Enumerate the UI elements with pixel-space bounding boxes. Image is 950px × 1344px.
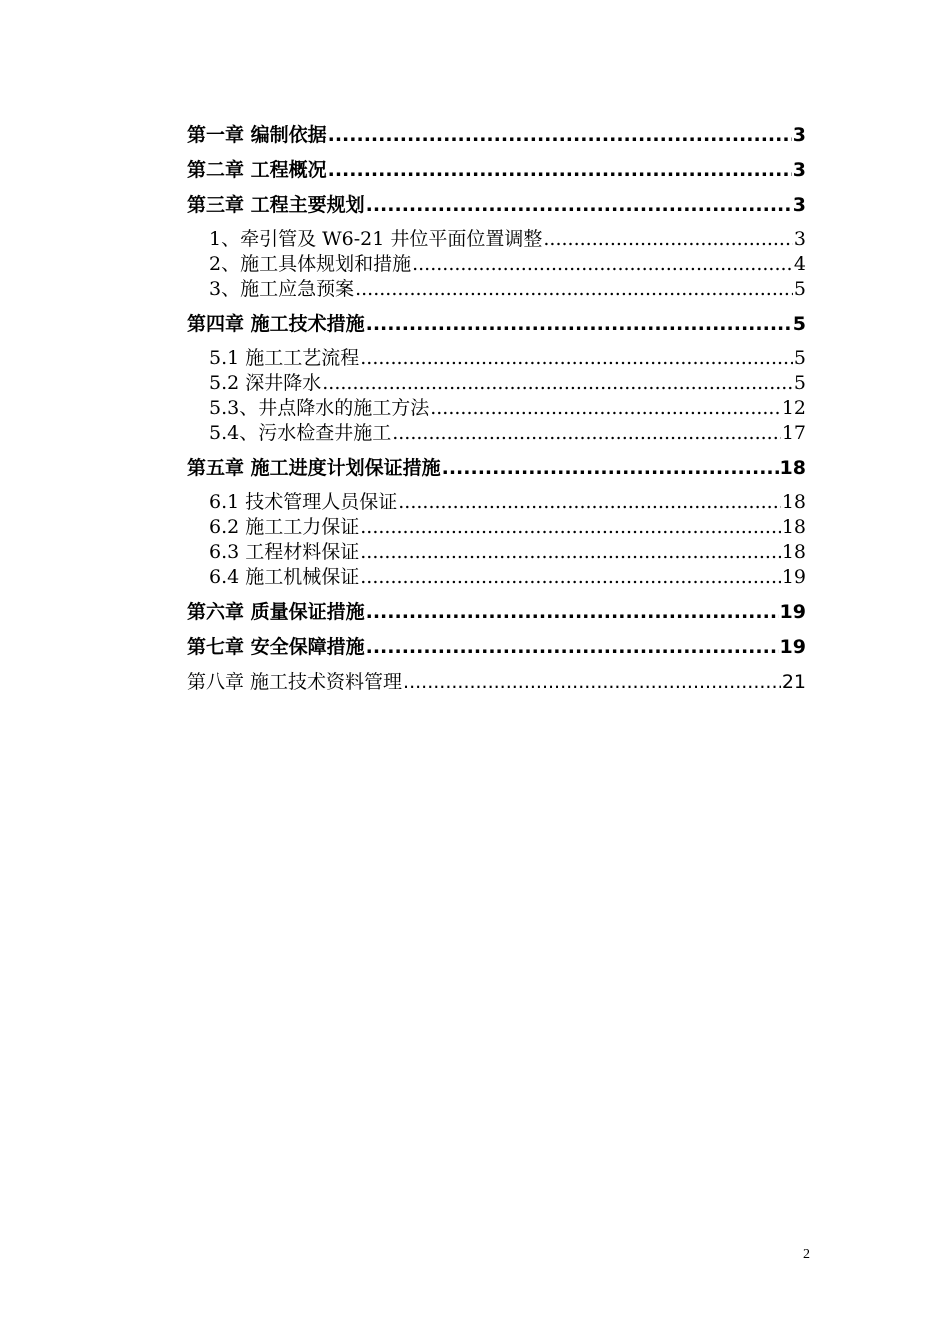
toc-entry-page: 3 (792, 159, 806, 181)
toc-entry-chapter-8[interactable] (187, 669, 806, 695)
toc-entry-section[interactable] (187, 421, 806, 446)
toc-entry-page: 5 (792, 313, 806, 335)
toc-leader-dots (360, 346, 793, 371)
toc-entry-title: 第六章 质量保证措施 (187, 601, 365, 623)
toc-entry-page: 19 (779, 601, 806, 623)
toc-group-chapter-5 (187, 490, 806, 590)
toc-entry-section[interactable] (187, 346, 806, 371)
toc-entry-title: 6.2 施工工力保证 (209, 516, 360, 538)
toc-group-chapter-3 (187, 227, 806, 302)
toc-entry-title: 3、施工应急预案 (209, 278, 355, 300)
toc-leader-dots (543, 227, 793, 252)
toc-entry-chapter-4[interactable] (187, 311, 806, 337)
toc-entry-title: 5.1 施工工艺流程 (209, 347, 360, 369)
toc-leader-dots (403, 669, 781, 695)
toc-entry-title: 第五章 施工进度计划保证措施 (187, 457, 441, 479)
toc-entry-section[interactable] (187, 227, 806, 252)
toc-leader-dots (328, 157, 792, 183)
toc-leader-dots (392, 421, 781, 446)
toc-entry-title: 第八章 施工技术资料管理 (187, 671, 403, 693)
toc-group-chapter-4 (187, 346, 806, 446)
toc-leader-dots (360, 565, 781, 590)
toc-leader-dots (360, 540, 781, 565)
toc-entry-page: 5 (793, 372, 806, 394)
toc-leader-dots (360, 515, 781, 540)
toc-entry-page: 17 (781, 422, 806, 444)
toc-entry-page: 18 (781, 516, 806, 538)
toc-entry-page: 19 (779, 636, 806, 658)
toc-entry-section[interactable] (187, 540, 806, 565)
toc-entry-page: 3 (792, 194, 806, 216)
toc-leader-dots (430, 396, 781, 421)
toc-entry-chapter-6[interactable] (187, 599, 806, 625)
toc-entry-page: 18 (781, 491, 806, 513)
toc-leader-dots (322, 371, 793, 396)
toc-leader-dots (366, 192, 792, 218)
toc-entry-title: 第四章 施工技术措施 (187, 313, 365, 335)
toc-entry-title: 5.2 深井降水 (209, 372, 322, 394)
toc-entry-section[interactable] (187, 396, 806, 421)
toc-entry-page: 21 (781, 671, 806, 693)
toc-entry-page: 18 (781, 541, 806, 563)
toc-entry-page: 19 (781, 566, 806, 588)
toc-leader-dots (412, 252, 793, 277)
toc-leader-dots (366, 599, 779, 625)
toc-entry-title: 6.4 施工机械保证 (209, 566, 360, 588)
toc-entry-section[interactable] (187, 252, 806, 277)
toc-entry-title: 5.3、井点降水的施工方法 (209, 397, 430, 419)
toc-leader-dots (355, 277, 793, 302)
toc-leader-dots (398, 490, 781, 515)
toc-entry-section[interactable] (187, 515, 806, 540)
toc-entry-title: 1、牵引管及 W6-21 井位平面位置调整 (209, 228, 543, 250)
toc-entry-chapter-1[interactable] (187, 122, 806, 148)
toc-leader-dots (366, 311, 792, 337)
page-number: 2 (803, 1247, 810, 1262)
toc-leader-dots (328, 122, 792, 148)
toc-entry-page: 18 (779, 457, 806, 479)
toc-entry-title: 第一章 编制依据 (187, 124, 327, 146)
toc-entry-page: 3 (792, 124, 806, 146)
toc-entry-page: 5 (793, 278, 806, 300)
table-of-contents (187, 122, 806, 704)
toc-entry-chapter-3[interactable] (187, 192, 806, 218)
toc-entry-section[interactable] (187, 490, 806, 515)
toc-entry-chapter-7[interactable] (187, 634, 806, 660)
toc-entry-title: 6.1 技术管理人员保证 (209, 491, 398, 513)
toc-entry-title: 5.4、污水检查井施工 (209, 422, 392, 444)
toc-entry-page: 3 (793, 228, 806, 250)
toc-entry-section[interactable] (187, 277, 806, 302)
toc-leader-dots (442, 455, 779, 481)
toc-entry-title: 第二章 工程概况 (187, 159, 327, 181)
toc-entry-title: 第七章 安全保障措施 (187, 636, 365, 658)
toc-entry-chapter-5[interactable] (187, 455, 806, 481)
toc-entry-section[interactable] (187, 565, 806, 590)
toc-entry-chapter-2[interactable] (187, 157, 806, 183)
toc-entry-page: 4 (793, 253, 806, 275)
toc-entry-title: 2、施工具体规划和措施 (209, 253, 412, 275)
toc-entry-page: 5 (793, 347, 806, 369)
toc-leader-dots (366, 634, 779, 660)
toc-entry-title: 6.3 工程材料保证 (209, 541, 360, 563)
toc-entry-section[interactable] (187, 371, 806, 396)
toc-entry-page: 12 (781, 397, 806, 419)
toc-entry-title: 第三章 工程主要规划 (187, 194, 365, 216)
